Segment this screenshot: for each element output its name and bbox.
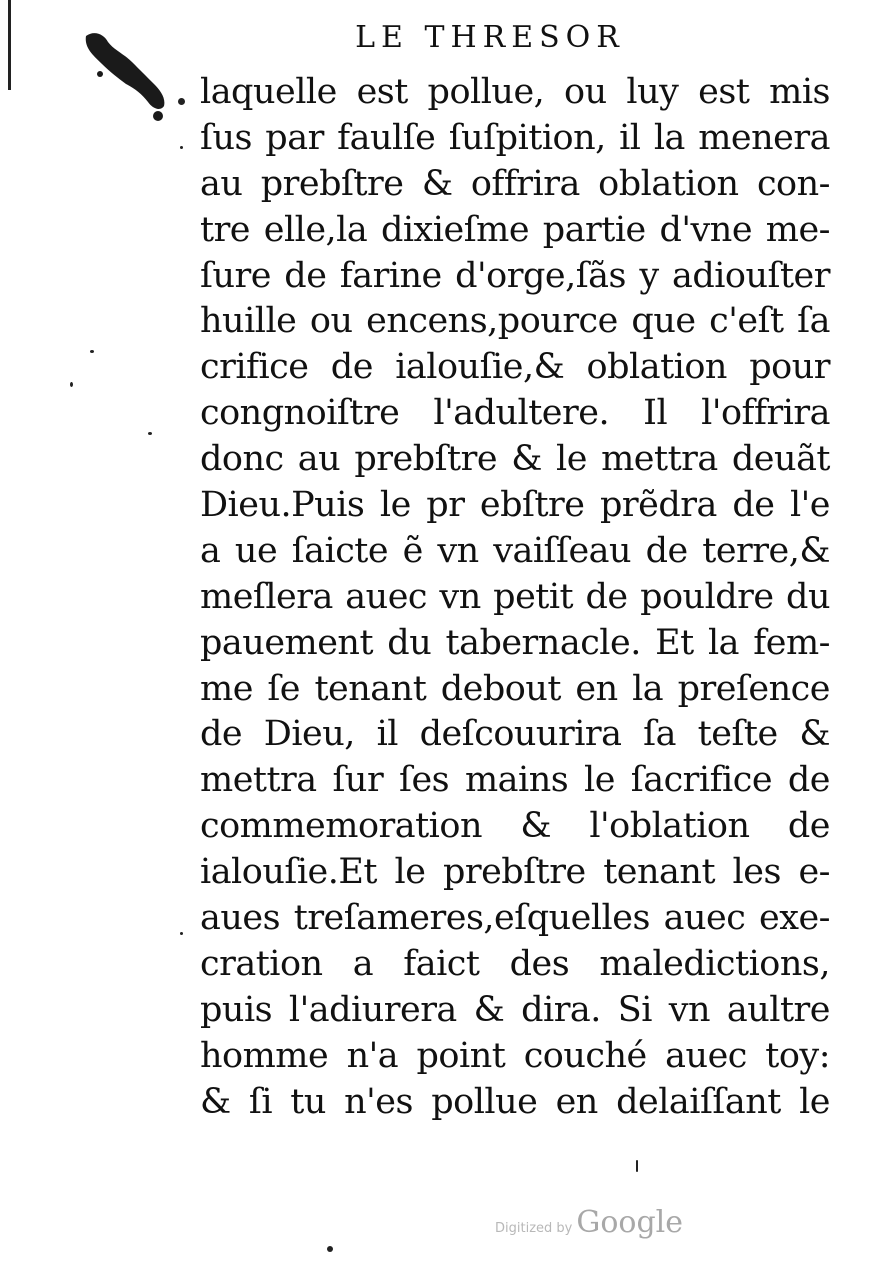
text-line: cration a faict des maledictions, [200, 943, 830, 984]
watermark-prefix: Digitized by [495, 1221, 573, 1236]
text-line: ialouſie.Et le prebſtre tenant les e- [200, 852, 830, 893]
text-line: ſure de farine d'orge,ſãs y adiouſter [200, 255, 830, 296]
text-line: a ue ſaicte ẽ vn vaiſſeau de terre,& [200, 530, 830, 571]
text-line: huille ou encens,pource que c'eſt ſa [200, 301, 830, 342]
print-speck [90, 350, 94, 353]
text-line: & ſi tu n'es pollue en delaiſſant le [200, 1081, 830, 1122]
text-line: ſus par faulſe ſuſpition, il la menera [200, 117, 830, 158]
text-line: Dieu.Puis le pr ebſtre prẽdra de l'e [200, 485, 830, 526]
text-line: homme n'a point couché auec toy: [200, 1035, 830, 1076]
print-speck [636, 1160, 638, 1172]
text-line: laquelle est pollue, ou luy est mis [200, 72, 830, 112]
text-line: puis l'adiurera & dira. Si vn aultre [200, 989, 830, 1030]
print-speck [178, 98, 185, 105]
page-edge-rule [8, 0, 11, 90]
running-head: LE THRESOR [355, 20, 625, 55]
text-line: me ſe tenant debout en la preſence [200, 668, 830, 709]
text-line: aues treſameres,eſquelles auec exe- [200, 898, 830, 939]
text-line: au prebſtre & offrira oblation con- [200, 163, 830, 204]
print-speck [327, 1246, 333, 1252]
ink-blot-mark [80, 28, 180, 128]
text-line: donc au prebſtre & le mettra deuãt [200, 439, 830, 480]
text-line: meſlera auec vn petit de pouldre du [200, 576, 830, 617]
body-text [200, 70, 830, 1125]
text-line: de Dieu, il deſcouurira ſa teſte & [200, 714, 830, 755]
print-speck [148, 432, 152, 435]
digitization-watermark [495, 1205, 683, 1240]
text-line: pauement du tabernacle. Et la fem- [200, 622, 830, 663]
google-logo: Google [576, 1205, 683, 1240]
text-line: commemoration & l'oblation de [200, 806, 830, 847]
print-speck [180, 146, 183, 149]
print-speck [70, 382, 73, 387]
text-line: tre elle,la dixieſme partie d'vne me- [200, 209, 830, 250]
text-line: mettra ſur ſes mains le ſacrifice de [200, 760, 830, 801]
text-line: crifice de ialouſie,& oblation pour [200, 347, 830, 388]
text-line: congnoiſtre l'adultere. Il l'offrira [200, 393, 830, 434]
print-speck [180, 932, 183, 935]
